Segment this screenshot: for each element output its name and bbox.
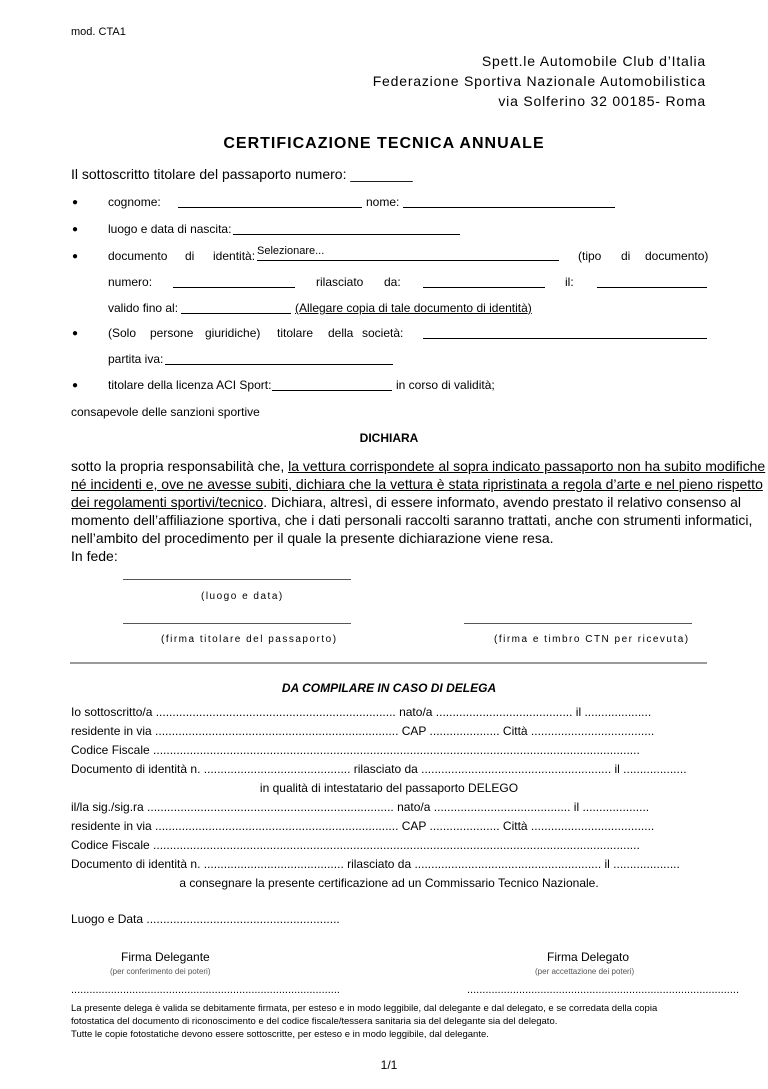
nascita-field[interactable] (233, 234, 460, 235)
firma-delegante-dots[interactable]: ........................................................................................ (71, 984, 340, 996)
footer-note-3: Tutte le copie fotostatiche devono essere sottoscritte, per esteso e in modo leggibile, dal delegante. (71, 1029, 489, 1040)
label-solo: (Solo (108, 326, 137, 340)
bullet-icon: ● (72, 380, 79, 391)
label-da: da: (384, 275, 401, 289)
document-type-select[interactable] (257, 245, 559, 261)
label-numero: numero: (108, 275, 153, 289)
label-della: della (328, 326, 354, 340)
cognome-field[interactable] (178, 207, 362, 208)
recipient-line-2: Federazione Sportiva Nazionale Automobilistica (372, 73, 706, 89)
body-line-5: nell’ambito del procedimento per il quale la presente dichiarazione viene resa. (71, 530, 554, 546)
delega-row-4: Documento di identità n. ............................................ rilasciato da ......................................................... il ................... (71, 762, 687, 776)
firma-delegato-label: Firma Delegato (547, 950, 630, 964)
label-societa: società: (362, 326, 404, 340)
bullet-icon: ● (72, 328, 79, 339)
conferimento-caption: (per conferimento dei poteri) (110, 967, 211, 976)
footer-note-1: La presente delega è valida se debitamente firmata, per esteso e in modo leggibile, dal delegante e dal delegato, e se corredata della copia (71, 1003, 658, 1014)
partita-iva-field[interactable] (165, 364, 393, 365)
firma-delegato-dots[interactable]: ......................................................................................... (467, 984, 739, 996)
label-valido: valido fino al: (108, 301, 179, 315)
body-line-3b: . Dichiara, altresì, di essere informato, avendo prestato il relativo consenso al (263, 494, 742, 510)
delega-row-2: residente in via ......................................................................... CAP ..................... Città ..................................... (71, 724, 655, 738)
label-corso: in corso di validità; (396, 378, 495, 392)
select-value: Selezionare... (257, 245, 325, 257)
label-identita: identità: (213, 249, 256, 263)
body-line-2: né incidenti e, ove ne avesse subiti, dichiara che la vettura è stata ripristinata a regola d’arte e nel pieno rispetto (71, 476, 763, 492)
valido-field[interactable] (181, 313, 291, 314)
body-line-1 (71, 458, 765, 474)
firma-titolare-caption: (firma titolare del passaporto) (161, 634, 338, 645)
label-licenza: titolare della licenza ACI Sport: (108, 378, 272, 392)
delega-row-9: Documento di identità n. .......................................... rilasciato da ........................................................ il .................... (71, 857, 680, 871)
bullet-icon: ● (72, 224, 79, 235)
firma-ctn-caption: (firma e timbro CTN per ricevuta) (494, 634, 690, 645)
body-line-4: momento dell’affiliazione sportiva, che i dati personali raccolti saranno trattati, anche con strumenti informatici, (71, 512, 753, 528)
delega-row-5: in qualità di intestatario del passaporto DELEGO (259, 781, 519, 795)
label-nascita: luogo e data di nascita: (108, 222, 232, 236)
delega-row-7: residente in via ......................................................................... CAP ..................... Città ..................................... (71, 819, 655, 833)
label-tipo-documento: documento) (645, 249, 709, 263)
societa-field[interactable] (423, 338, 707, 339)
label-persone: persone (150, 326, 194, 340)
label-giuridiche: giuridiche) (205, 326, 261, 340)
firma-ctn-line[interactable] (464, 623, 692, 624)
delega-row-3: Codice Fiscale .................................................................................................................................................. (71, 743, 640, 757)
recipient-line-3: via Solferino 32 00185- Roma (498, 93, 706, 109)
allegare-note: (Allegare copia di tale documento di identità) (295, 301, 532, 315)
label-nome: nome: (366, 195, 400, 209)
in-fede: In fede: (71, 548, 118, 564)
label-tipo-di: di (621, 249, 631, 263)
firma-delegante-label: Firma Delegante (121, 950, 210, 964)
firma-titolare-line[interactable] (123, 623, 351, 624)
licenza-field[interactable] (272, 390, 392, 391)
page-number: 1/1 (380, 1058, 398, 1072)
nome-field[interactable] (403, 207, 615, 208)
bullet-icon: ● (72, 197, 79, 208)
delega-row-10: a consegnare la presente certificazione ad un Commissario Tecnico Nazionale. (179, 876, 599, 890)
delega-row-1: Io sottoscritto/a ........................................................................ nato/a ......................................... il .................... (71, 705, 652, 719)
label-rilasciato: rilasciato (316, 275, 364, 289)
label-titolare: titolare (277, 326, 314, 340)
bullet-icon: ● (72, 251, 79, 262)
label-di: di (185, 249, 195, 263)
numero-field[interactable] (173, 287, 295, 288)
delega-luogo-data: Luogo e Data .......................................................... (71, 912, 340, 926)
section-divider (70, 662, 707, 664)
label-documento: documento (108, 249, 168, 263)
intro-passport-number: Il sottoscritto titolare del passaporto numero: ________ (71, 166, 413, 182)
label-partita-iva: partita iva: (108, 352, 164, 366)
recipient-line-1: Spett.le Automobile Club d’Italia (481, 53, 706, 69)
delega-row-8: Codice Fiscale .................................................................................................................................................. (71, 838, 640, 852)
label-cognome: cognome: (108, 195, 161, 209)
body-line-3 (71, 494, 741, 510)
delega-heading: DA COMPILARE IN CASO DI DELEGA (281, 681, 497, 695)
label-tipo: (tipo (578, 249, 602, 263)
label-il: il: (565, 275, 574, 289)
rilasciato-da-field[interactable] (423, 287, 545, 288)
body-line-1b: la vettura corrispondete al sopra indicato passaporto non ha subito modifiche (288, 458, 766, 474)
body-line-1a: sotto la propria responsabilità che, (71, 458, 285, 474)
accettazione-caption: (per accettazione dei poteri) (535, 967, 635, 976)
il-field[interactable] (597, 287, 707, 288)
form-code: mod. CTA1 (71, 26, 126, 38)
dichiara-heading: DICHIARA (359, 431, 419, 445)
luogo-data-line[interactable] (123, 579, 351, 580)
consapevole-text: consapevole delle sanzioni sportive (71, 405, 260, 419)
delega-row-6: il/la sig./sig.ra .......................................................................... nato/a ......................................... il .................... (71, 800, 650, 814)
luogo-data-caption: (luogo e data) (201, 591, 284, 602)
page-title: CERTIFICAZIONE TECNICA ANNUALE (223, 135, 545, 152)
body-line-3a: dei regolamenti sportivi/tecnico (71, 494, 264, 510)
footer-note-2: fotostatica del documento di riconoscimento e del codice fiscale/tessera sanitaria sia del delegante sia del delegato. (71, 1016, 558, 1027)
